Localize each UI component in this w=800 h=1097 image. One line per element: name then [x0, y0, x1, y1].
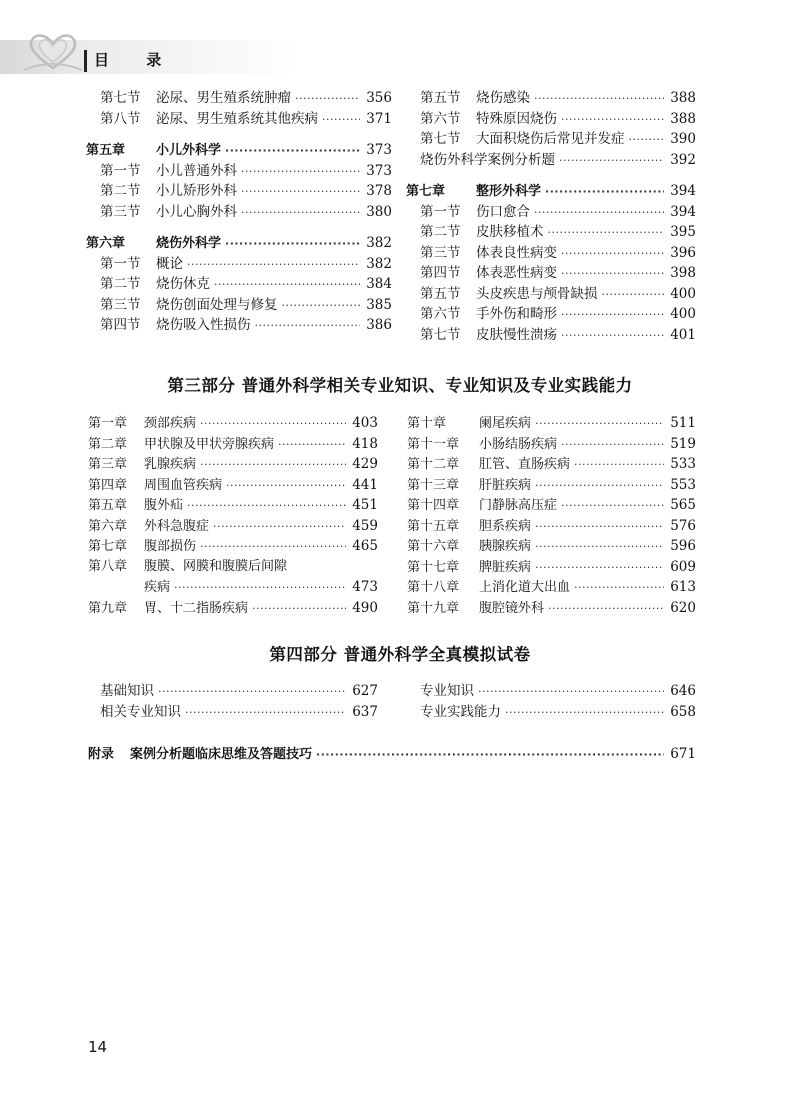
header-divider [84, 50, 87, 72]
entry-number: 第一节 [100, 162, 141, 179]
entry-title: 体表良性病变 [476, 244, 557, 261]
entry-title: 脾脏疾病 [479, 559, 532, 575]
toc-entry[interactable] [88, 413, 378, 434]
entry-title: 颈部疾病 [144, 416, 197, 431]
entry-number: 第五章 [86, 143, 126, 158]
spacer [420, 170, 696, 181]
dot-leader [185, 703, 346, 724]
entry-page: 388 [670, 110, 696, 127]
dot-leader [629, 130, 665, 151]
dot-leader [241, 182, 360, 203]
toc-entry[interactable] [407, 557, 696, 578]
entry-number: 第七节 [420, 326, 461, 343]
dot-leader [158, 682, 346, 703]
toc-entry[interactable] [88, 475, 378, 496]
toc-entry[interactable] [100, 702, 378, 723]
entry-title: 小儿普通外科 [156, 162, 237, 179]
entry-title: 专业实践能力 [420, 703, 501, 720]
page-number: 14 [88, 1038, 108, 1056]
entry-title: 相关专业知识 [100, 703, 181, 720]
entry-number: 第六章 [86, 236, 126, 251]
dot-leader [535, 537, 664, 558]
dot-leader [574, 455, 664, 476]
dot-leader [200, 414, 346, 435]
toc-entry[interactable] [420, 702, 696, 723]
part4-column-right [420, 681, 696, 722]
entry-number: 第六节 [420, 110, 461, 127]
entry-number: 第三节 [420, 244, 461, 261]
entry-number: 第十五章 [407, 518, 460, 534]
toc-entry[interactable] [86, 140, 392, 161]
entry-number: 第七章 [406, 184, 446, 199]
entry-page: 384 [366, 276, 392, 292]
entry-title: 大面积烧伤后常见并发症 [476, 131, 625, 147]
entry-title: 概论 [156, 255, 183, 272]
entry-title: 皮肤移植术 [476, 224, 544, 240]
dot-leader [561, 244, 664, 265]
toc-column-right [406, 88, 696, 345]
entry-number: 第五章 [88, 498, 128, 513]
entry-title: 周围血管疾病 [144, 477, 223, 493]
entry-page: 356 [366, 90, 392, 106]
dot-leader [241, 162, 360, 183]
entry-title: 泌尿、男生殖系统肿瘤 [156, 90, 291, 106]
dot-leader [535, 558, 664, 579]
entry-number: 第四节 [100, 317, 141, 333]
dot-leader [534, 89, 664, 110]
entry-title: 疾病 [144, 580, 171, 595]
entry-page: 620 [670, 599, 696, 616]
dot-leader [213, 517, 346, 538]
toc-entry[interactable] [407, 454, 696, 475]
toc-entry[interactable] [407, 495, 696, 516]
entry-page: 396 [670, 244, 696, 261]
entry-number: 第一节 [420, 203, 461, 220]
toc-entry[interactable] [86, 233, 392, 254]
entry-title: 腹部损伤 [144, 539, 197, 554]
entry-title: 整形外科学 [476, 184, 542, 199]
entry-number: 第十七章 [407, 559, 460, 575]
entry-number: 第九章 [88, 600, 128, 616]
toc-column-left [86, 88, 392, 336]
entry-page: 400 [670, 285, 696, 302]
entry-title: 胃、十二指肠疾病 [144, 600, 249, 616]
entry-title: 甲状腺及甲状旁腺疾病 [144, 436, 275, 452]
entry-page: 382 [366, 235, 392, 251]
toc-entry[interactable] [407, 577, 696, 598]
entry-title: 腹膜、网膜和腹膜后间隙 [144, 558, 288, 574]
entry-number: 第十九章 [407, 600, 460, 616]
entry-title: 小儿心胸外科 [156, 203, 237, 220]
entry-title: 小肠结肠疾病 [479, 436, 558, 452]
toc-entry[interactable] [420, 284, 696, 305]
dot-leader [187, 496, 346, 517]
toc-entry[interactable] [100, 681, 378, 702]
entry-number: 第六章 [88, 518, 128, 534]
dot-leader [200, 537, 346, 558]
dot-leader [187, 255, 360, 276]
entry-page: 553 [670, 476, 696, 493]
part3-column-left [88, 413, 378, 618]
toc-entry[interactable] [88, 577, 378, 598]
dot-leader [545, 182, 664, 203]
entry-page: 401 [670, 326, 696, 343]
toc-entry[interactable] [88, 557, 378, 578]
entry-page: 394 [670, 203, 696, 220]
toc-entry[interactable] [88, 536, 378, 557]
entry-page: 451 [352, 497, 378, 513]
part3-column-right [407, 413, 696, 618]
entry-title: 烧伤感染 [476, 90, 530, 106]
entry-title: 特殊原因烧伤 [476, 110, 557, 127]
toc-entry[interactable] [100, 295, 392, 316]
entry-page: 380 [366, 203, 392, 220]
entry-number: 第四章 [88, 477, 128, 493]
entry-title: 外科急腹症 [144, 518, 210, 534]
heart-logo-icon [18, 28, 88, 76]
entry-page: 390 [670, 131, 696, 147]
dot-leader [278, 435, 346, 456]
entry-title: 腹腔镜外科 [479, 600, 545, 616]
dot-leader [534, 203, 664, 224]
entry-page: 386 [366, 317, 392, 333]
dot-leader [561, 110, 664, 131]
dot-leader [548, 599, 664, 620]
toc-entry[interactable] [420, 150, 696, 171]
entry-page: 382 [366, 255, 392, 272]
entry-number: 第一节 [100, 255, 141, 272]
dot-leader [602, 285, 665, 306]
entry-number: 第八节 [100, 110, 141, 127]
entry-page: 609 [670, 558, 696, 575]
entry-title: 腹外疝 [144, 498, 184, 513]
entry-page: 373 [366, 142, 392, 158]
dot-leader [505, 703, 664, 724]
entry-page: 627 [352, 683, 378, 699]
entry-page: 373 [366, 162, 392, 179]
entry-page: 392 [670, 151, 696, 168]
entry-title: 泌尿、男生殖系统其他疾病 [156, 110, 318, 127]
entry-title: 烧伤创面处理与修复 [156, 296, 278, 313]
entry-page: 388 [670, 90, 696, 106]
entry-number: 第二节 [420, 224, 461, 240]
entry-page: 533 [670, 456, 696, 472]
toc-entry[interactable] [100, 274, 392, 295]
entry-title: 烧伤休克 [156, 276, 210, 292]
entry-page: 371 [366, 110, 392, 127]
toc-entry[interactable] [420, 243, 696, 264]
entry-number: 第三节 [100, 203, 141, 220]
spacer [100, 129, 392, 140]
entry-page: 441 [352, 476, 378, 493]
entry-title: 乳腺疾病 [144, 457, 197, 472]
entry-page: 576 [670, 517, 696, 534]
entry-title: 小儿矫形外科 [156, 183, 237, 199]
entry-title: 手外伤和畸形 [476, 306, 557, 322]
entry-number: 第四节 [420, 265, 461, 281]
entry-title: 头皮疾患与颅骨缺损 [476, 285, 598, 302]
entry-page: 658 [670, 703, 696, 720]
toc-entry[interactable] [420, 129, 696, 150]
dot-leader [535, 476, 664, 497]
entry-number: 第十一章 [407, 436, 460, 452]
dot-leader [200, 455, 346, 476]
toc-entry[interactable] [420, 304, 696, 325]
entry-title: 胆系疾病 [479, 518, 532, 534]
toc-entry[interactable] [88, 454, 378, 475]
dot-leader [478, 682, 664, 703]
entry-title: 烧伤吸入性损伤 [156, 317, 251, 333]
dot-leader [561, 435, 664, 456]
entry-page: 400 [670, 306, 696, 322]
entry-number: 第七节 [420, 131, 461, 147]
entry-page: 613 [670, 579, 696, 595]
toc-entry[interactable] [100, 109, 392, 130]
dot-leader [535, 517, 664, 538]
part4-title: 第四部分 普通外科学全真模拟试卷 [269, 645, 531, 664]
entry-page: 637 [352, 703, 378, 720]
entry-number: 第三节 [100, 296, 141, 313]
entry-title: 基础知识 [100, 683, 154, 699]
toc-entry[interactable] [406, 181, 696, 202]
appendix-entry[interactable] [88, 744, 696, 765]
dot-leader [535, 414, 664, 435]
entry-page: 646 [670, 683, 696, 699]
dot-leader [322, 110, 360, 131]
dot-leader [225, 234, 360, 255]
entry-title: 小儿外科学 [156, 143, 222, 158]
entry-number: 第十三章 [407, 477, 460, 493]
appendix-label: 附录 [88, 747, 115, 762]
toc-entry[interactable] [88, 495, 378, 516]
entry-page: 459 [352, 517, 378, 534]
dot-leader [561, 264, 664, 285]
entry-page: 403 [352, 415, 378, 431]
toc-entry[interactable] [420, 325, 696, 346]
entry-title: 肝脏疾病 [479, 477, 532, 493]
toc-entry[interactable] [420, 109, 696, 130]
entry-page: 385 [366, 296, 392, 313]
dot-leader [282, 296, 361, 317]
toc-entry[interactable] [420, 222, 696, 243]
entry-number: 第五节 [420, 90, 461, 106]
header-title: 目 录 [94, 51, 178, 69]
entry-number: 第七章 [88, 539, 128, 554]
entry-title: 专业知识 [420, 683, 474, 699]
toc-entry[interactable] [100, 315, 392, 336]
entry-title: 胰腺疾病 [479, 539, 532, 554]
toc-entry[interactable] [407, 598, 696, 619]
dot-leader [225, 141, 360, 162]
entry-number: 第五节 [420, 285, 461, 302]
entry-number: 第七节 [100, 90, 141, 106]
entry-number: 第十八章 [407, 580, 460, 595]
part3-title: 第三部分 普通外科学相关专业知识、专业知识及专业实践能力 [167, 376, 633, 395]
toc-entry[interactable] [420, 263, 696, 284]
appendix-title: 案例分析题临床思维及答题技巧 [130, 747, 313, 762]
dot-leader [561, 305, 664, 326]
toc-entry[interactable] [100, 181, 392, 202]
entry-page: 465 [352, 538, 378, 554]
entry-page: 418 [352, 435, 378, 452]
dot-leader [295, 89, 360, 110]
entry-page: 429 [352, 456, 378, 472]
part4-column-left [100, 681, 378, 722]
dot-leader [561, 326, 664, 347]
toc-entry[interactable] [420, 202, 696, 223]
entry-number: 第三章 [88, 457, 128, 472]
toc-entry[interactable] [407, 536, 696, 557]
entry-page: 511 [670, 415, 696, 431]
dot-leader [252, 599, 346, 620]
dot-leader [241, 203, 360, 224]
entry-page: 490 [352, 599, 378, 616]
dot-leader [255, 316, 361, 337]
entry-title: 肛管、直肠疾病 [479, 457, 571, 472]
entry-number: 第六节 [420, 306, 461, 322]
toc-entry[interactable] [100, 202, 392, 223]
entry-page: 565 [670, 497, 696, 513]
toc-entry[interactable] [88, 516, 378, 537]
dot-leader [574, 578, 664, 599]
entry-page: 519 [670, 435, 696, 452]
entry-number: 第八章 [88, 558, 128, 574]
entry-number: 第十二章 [407, 457, 460, 472]
entry-title: 烧伤外科学 [156, 236, 222, 251]
entry-title: 门静脉高压症 [479, 498, 558, 513]
toc-entry[interactable] [88, 434, 378, 455]
entry-page: 473 [352, 579, 378, 595]
entry-title: 烧伤外科学案例分析题 [420, 151, 555, 168]
entry-page: 378 [366, 183, 392, 199]
toc-entry[interactable] [100, 254, 392, 275]
entry-page: 394 [670, 183, 696, 199]
toc-entry[interactable] [420, 88, 696, 109]
appendix-page: 671 [670, 746, 696, 762]
dot-leader [559, 151, 664, 172]
entry-number: 第二章 [88, 436, 128, 452]
entry-number: 第十章 [407, 416, 447, 431]
dot-leader [316, 745, 664, 766]
entry-page: 596 [670, 538, 696, 554]
toc-entry[interactable] [407, 475, 696, 496]
entry-number: 第十六章 [407, 539, 460, 554]
entry-title: 皮肤慢性溃疡 [476, 326, 557, 343]
toc-entry[interactable] [407, 413, 696, 434]
dot-leader [214, 275, 360, 296]
dot-leader [548, 223, 665, 244]
entry-number: 第二节 [100, 276, 141, 292]
entry-title: 伤口愈合 [476, 203, 530, 220]
toc-entry[interactable] [407, 516, 696, 537]
toc-entry[interactable] [420, 681, 696, 702]
entry-title: 体表恶性病变 [476, 265, 557, 281]
entry-number: 第一章 [88, 416, 128, 431]
entry-number: 第十四章 [407, 498, 460, 513]
toc-entry[interactable] [100, 161, 392, 182]
entry-title: 上消化道大出血 [479, 580, 571, 595]
entry-page: 398 [670, 265, 696, 281]
toc-entry[interactable] [407, 434, 696, 455]
entry-number: 第二节 [100, 183, 141, 199]
dot-leader [561, 496, 664, 517]
toc-entry[interactable] [88, 598, 378, 619]
dot-leader [226, 476, 346, 497]
entry-title: 阑尾疾病 [479, 416, 532, 431]
dot-leader [174, 578, 346, 599]
entry-page: 395 [670, 224, 696, 240]
spacer [100, 222, 392, 233]
toc-entry[interactable] [100, 88, 392, 109]
